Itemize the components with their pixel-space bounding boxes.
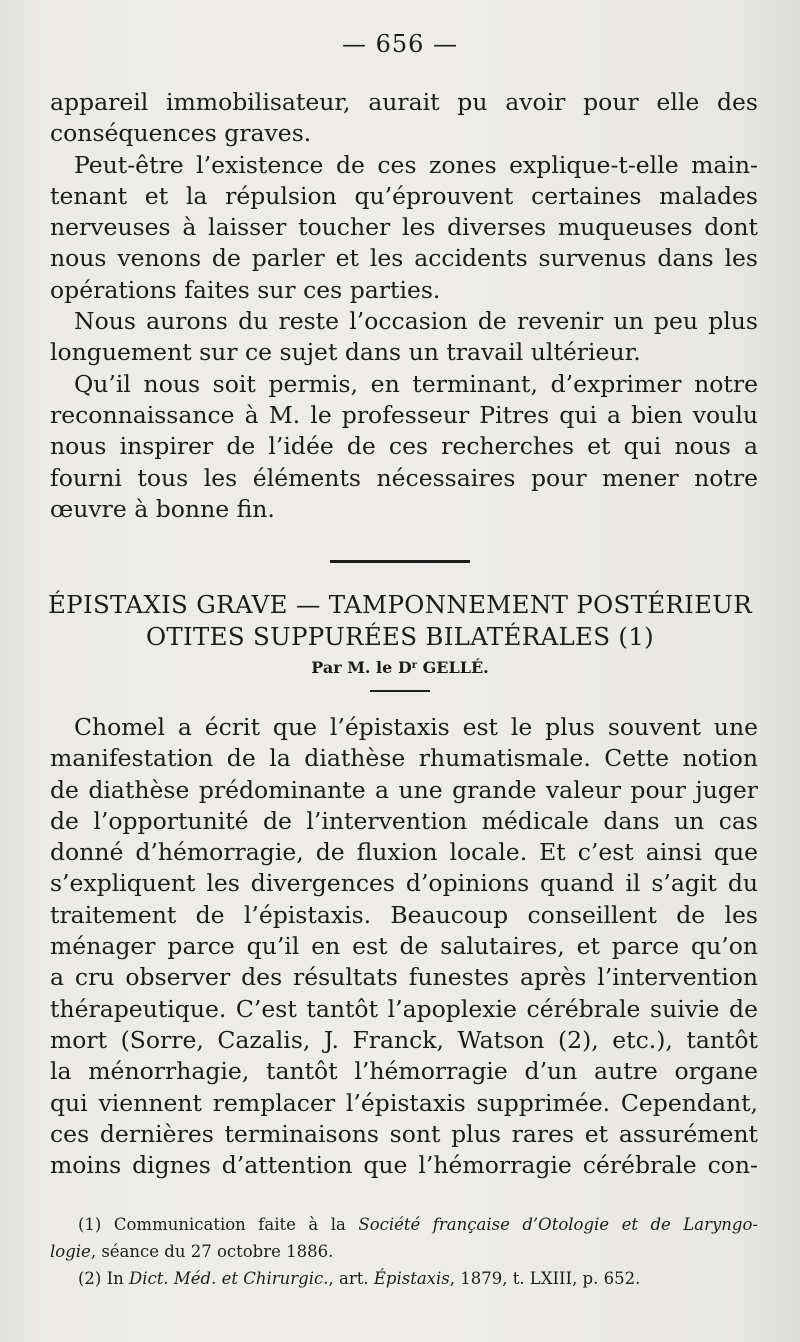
article-title-line-1: ÉPISTAXIS GRAVE — TAMPONNEMENT POSTÉRIEUR [48,590,752,619]
text-line: Peut-être l’existence de ces zones explique-t-elle main- [74,150,758,179]
text-line: nous venons de parler et les accidents survenus dans les [50,244,758,273]
byline-prefix: Par M. le D [311,658,412,677]
byline-divider [370,690,430,692]
footnote-1: (1) Communication faite à la Société française d’Otologie et de Laryngo- [78,1215,759,1234]
text-line: longuement sur ce sujet dans un travail ultérieur. [50,338,641,367]
text-line: Chomel a écrit que l’épistaxis est le plus souvent une [74,713,758,741]
text-line: mort (Sorre, Cazalis, J. Franck, Watson (2), etc.), tantôt [50,1025,758,1054]
article-byline [0,658,800,677]
text-line: tenant et la répulsion qu’éprouvent certaines malades [50,181,758,210]
section-divider [330,560,470,563]
page-number: — 656 — [341,30,459,58]
text-line: ménager parce qu’il en est de salutaires, et parce qu’on [50,932,758,961]
text-line: appareil immobilisateur, aurait pu avoir pour elle des [50,88,758,116]
text-line: de diathèse prédominante a une grande valeur pour juger [50,775,758,804]
text-line: s’expliquent les divergences d’opinions quand il s’agit du [50,869,758,898]
text-line: conséquences graves. [50,119,312,148]
byline-author: GELLÉ. [417,658,489,677]
text-line: Qu’il nous soit permis, en terminant, d’exprimer notre [74,369,758,398]
text-line: manifestation de la diathèse rhumatismale. Cette notion [50,744,758,773]
footnote-2: (2) In Dict. Méd. et Chirurgic., art. Épistaxis, 1879, t. LXIII, p. 652. [78,1269,641,1288]
article-title-line-2: OTITES SUPPURÉES BILATÉRALES (1) [145,622,654,651]
text-line: fourni tous les éléments nécessaires pour mener notre [50,463,758,492]
text-line: opérations faites sur ces parties. [50,275,441,304]
article-body [50,712,758,1181]
footnotes [50,1211,758,1292]
intro-paragraphs [50,87,758,525]
text-line: qui viennent remplacer l’épistaxis supprimée. Cependant, [50,1088,758,1117]
text-line: nous inspirer de l’idée de ces recherches et qui nous a [50,432,758,461]
text-line: nerveuses à laisser toucher les diverses muqueuses dont [50,213,758,242]
text-line: reconnaissance à M. le professeur Pitres qui a bien voulu [50,400,758,429]
text-line: la ménorrhagie, tantôt l’hémorragie d’un autre organe [50,1057,758,1086]
text-line: traitement de l’épistaxis. Beaucoup conseillent de les [50,900,758,929]
text-line: Nous aurons du reste l’occasion de revenir un peu plus [74,307,758,336]
byline-superscript: r [411,660,418,671]
footnote-1-continued: logie, séance du 27 octobre 1886. [50,1242,334,1261]
text-line: thérapeutique. C’est tantôt l’apoplexie cérébrale suivie de [50,994,758,1023]
text-line: donné d’hémorragie, de fluxion locale. Et c’est ainsi que [50,838,758,867]
text-line: ces dernières terminaisons sont plus rares et assurément [50,1119,758,1148]
text-line: de l’opportunité de l’intervention médicale dans un cas [50,806,758,835]
text-line: œuvre à bonne fin. [50,494,275,523]
text-line: moins dignes d’attention que l’hémorragie cérébrale con- [50,1151,758,1180]
text-line: a cru observer des résultats funestes après l’intervention [50,963,758,992]
